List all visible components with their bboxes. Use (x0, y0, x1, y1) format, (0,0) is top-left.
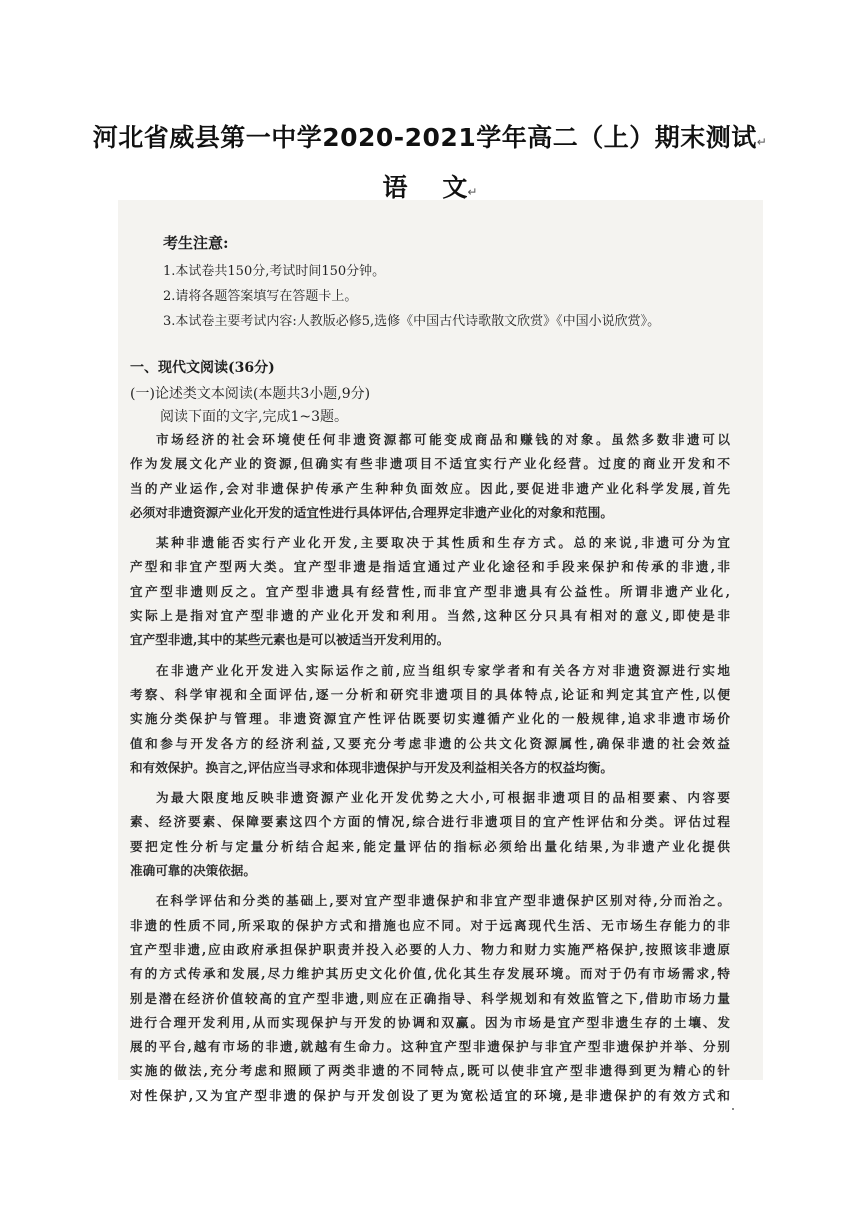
reading-passage (130, 428, 730, 1108)
passage-line: 对性保护,又为宜产型非遗的保护与开发创设了更为宽松适宜的环境,是非遗保护的有效方式和 (130, 1087, 730, 1103)
passage-line: 和有效保护。换言之,评估应当寻求和体现非遗保护与开发及利益相关各方的权益均衡。 (130, 759, 613, 775)
subject-title-text: 语 文 (382, 173, 468, 202)
notice-item: 2.请将各题答案填写在答题卡上。 (163, 289, 358, 304)
passage-line: 市场经济的社会环境使任何非遗资源都可能变成商品和赚钱的对象。虽然多数非遗可以 (156, 432, 730, 447)
passage-line: 宜产型非遗则反之。宜产型非遗具有经营性,而非宜产型非遗具有公益性。所谓非遗产业化, (130, 583, 730, 599)
passage-line: 宜产型非遗,其中的某些元素也是可以被适当开发利用的。 (130, 632, 450, 648)
section-heading: 一、现代文阅读(36分) (130, 360, 275, 376)
passage-line: 为最大限度地反映非遗资源产业化开发优势之大小,可根据非遗项目的品相要素、内容要 (156, 790, 730, 806)
passage-line: 宜产型非遗,应由政府承担保护职责并投入必要的人力、物力和财力实施严格保护,按照该非遗原 (130, 941, 730, 957)
passage-line: 值和参与开发各方的经济利益,又要充分考虑非遗的公共文化资源属性,确保非遗的社会效益 (130, 735, 730, 751)
document-title (0, 118, 860, 154)
passage-line: 必须对非遗资源产业化开发的适宜性进行具体评估,合理界定非遗产业化的对象和范围。 (130, 504, 613, 520)
passage-line: 产型和非宜产型两大类。宜产型非遗是指适宜通过产业化途径和手段来保护和传承的非遗,非 (130, 559, 730, 575)
scan-speck (732, 1108, 734, 1110)
passage-line: 素、经济要素、保障要素这四个方面的情况,综合进行非遗项目的宜产性评估和分类。评估过程 (130, 814, 730, 830)
return-mark: ↵ (467, 185, 478, 199)
passage-line: 实施分类保护与管理。非遗资源宜产性评估既要切实遵循产业化的一般规律,追求非遗市场价 (130, 711, 730, 727)
passage-line: 有的方式传承和发展,尽力维护其历史文化价值,优化其生存发展环境。而对于仍有市场需求,特 (130, 966, 730, 982)
return-mark: ↵ (756, 135, 768, 149)
passage-line: 考察、科学审视和全面评估,逐一分析和研究非遗项目的具体特点,论证和判定其宜产性,以便 (130, 686, 730, 702)
subject-title (0, 168, 860, 204)
passage-line: 进行合理开发利用,从而实现保护与开发的协调和双赢。因为市场是宜产型非遗生存的土壤、发 (130, 1014, 730, 1030)
notice-item: 3.本试卷主要考试内容:人教版必修5,选修《中国古代诗歌散文欣赏》《中国小说欣赏》。 (163, 314, 661, 329)
passage-line: 实施的做法,充分考虑和照顾了两类非遗的不同特点,既可以使非宜产型非遗得到更为精心的针 (130, 1063, 730, 1079)
passage-line: 实际上是指对宜产型非遗的产业化开发和利用。当然,这种区分只具有相对的意义,即使是非 (130, 608, 730, 624)
passage-line: 某种非遗能否实行产业化开发,主要取决于其性质和生存方式。总的来说,非遗可分为宜 (156, 535, 730, 551)
passage-line: 在非遗产业化开发进入实际运作之前,应当组织专家学者和有关各方对非遗资源进行实地 (156, 662, 730, 678)
document-title-text: 河北省威县第一中学2020-2021学年高二（上）期末测试 (92, 123, 757, 152)
passage-line: 要把定性分析与定量分析结合起来,能定量评估的指标必须给出量化结果,为非遗产业化提供 (130, 838, 730, 854)
passage-line: 展的平台,越有市场的非遗,就越有生命力。这种宜产型非遗保护与非宜产型非遗保护并举、分别 (130, 1039, 730, 1055)
passage-line: 非遗的性质不同,所采取的保护方式和措施也应不同。对于远离现代生活、无市场生存能力的非 (130, 917, 730, 933)
passage-line: 别是潜在经济价值较高的宜产型非遗,则应在正确指导、科学规划和有效监管之下,借助市场力量 (130, 990, 730, 1006)
reading-instruction: 阅读下面的文字,完成1~3题。 (160, 409, 348, 425)
passage-line: 作为发展文化产业的资源,但确实有些非遗项目不适宜实行产业化经营。过度的商业开发和不 (130, 456, 730, 472)
notice-heading: 考生注意: (163, 234, 229, 252)
section-subheading: (一)论述类文本阅读(本题共3小题,9分) (130, 386, 371, 402)
passage-line: 当的产业运作,会对非遗保护传承产生种种负面效应。因此,要促进非遗产业化科学发展,首先 (130, 480, 730, 496)
passage-line: 在科学评估和分类的基础上,要对宜产型非遗保护和非宜产型非遗保护区别对待,分而治之。 (156, 893, 730, 909)
notice-item: 1.本试卷共150分,考试时间150分钟。 (163, 264, 386, 279)
passage-line: 准确可靠的决策依据。 (130, 863, 256, 879)
